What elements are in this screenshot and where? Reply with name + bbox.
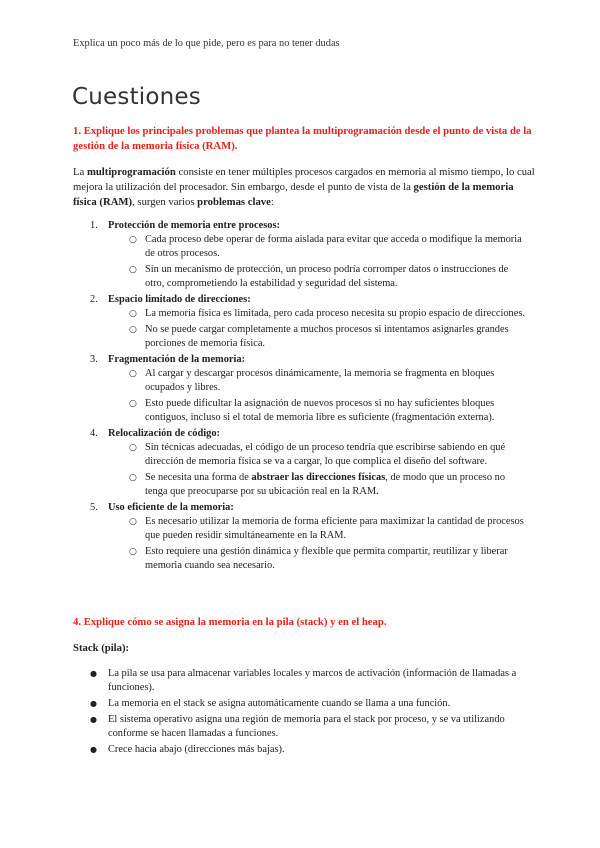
issue-point-text: Se necesita una forma de xyxy=(145,471,252,483)
issue-number: 5. xyxy=(90,501,98,513)
issue-point: ○ No se puede cargar completamente a muchos procesos si intentamos asignarles grandes porciones de memoria física. xyxy=(108,323,525,351)
issue-points xyxy=(108,367,525,425)
issue-title: Protección de memoria entre procesos: xyxy=(108,220,280,231)
issue-points xyxy=(108,307,525,351)
issue-item xyxy=(73,219,525,292)
issue-item xyxy=(73,353,525,426)
issue-points xyxy=(108,515,525,573)
intro-paragraph xyxy=(73,165,535,210)
issue-point: ○ Esto puede dificultar la asignación de nuevos procesos si no hay suficientes bloques contiguos, incluso si el total de memoria libre es suficiente (fragmentación externa). xyxy=(108,397,525,425)
issue-points xyxy=(108,441,525,499)
question-4-heading: 4. Explique cómo se asigna la memoria en la pila (stack) y en el heap. xyxy=(73,616,387,628)
issue-number: 3. xyxy=(90,353,98,365)
intro-bold-2: gestión de la memoria física (RAM) xyxy=(73,181,514,208)
issue-point: ○ Cada proceso debe operar de forma aislada para evitar que acceda o modifique la memoria de otros procesos. xyxy=(108,233,525,261)
stack-points-list xyxy=(73,667,525,758)
issue-item xyxy=(73,427,525,500)
issue-points xyxy=(108,233,525,291)
issue-title: Relocalización de código: xyxy=(108,427,220,439)
intro-text-3: , surgen varios xyxy=(132,196,198,208)
page-title: Cuestiones xyxy=(72,84,201,110)
issue-point: ○ La memoria física es limitada, pero cada proceso necesita su propio espacio de direcciones. xyxy=(108,307,525,321)
issue-item xyxy=(73,501,525,574)
stack-point: ● La memoria en el stack se asigna automáticamente cuando se llama a una función. xyxy=(73,697,525,711)
issue-number: 1. xyxy=(90,220,98,231)
intro-text-1: La xyxy=(73,166,87,178)
issue-title: Uso eficiente de la memoria: xyxy=(108,501,234,513)
stack-point: ● La pila se usa para almacenar variables locales y marcos de activación (información de llamadas a funciones). xyxy=(73,667,525,695)
issue-number: 2. xyxy=(90,294,98,306)
intro-text-2: consiste en tener múltiples procesos cargados en memoria al mismo tiempo, lo cual mejora la utilización del procesador. Sin embargo, desde el punto de vista de la xyxy=(73,166,535,193)
issue-point-rich xyxy=(108,471,525,499)
issue-title: Espacio limitado de direcciones: xyxy=(108,294,251,306)
issue-item xyxy=(73,293,525,351)
issue-point: ○ Sin un mecanismo de protección, un proceso podría corromper datos o instrucciones de otro, comprometiendo la estabilidad y seguridad del sistema. xyxy=(108,263,525,291)
issue-title: Fragmentación de la memoria: xyxy=(108,353,246,365)
header-note: Explica un poco más de lo que pide, pero es para no tener dudas xyxy=(73,38,340,49)
question-1-heading: 1. Explique los principales problemas que plantea la multiprogramación desde el punto de vista de la gestión de la memoria física (RAM). xyxy=(73,125,532,152)
issue-number: 4. xyxy=(90,427,98,439)
issue-point-bold: abstraer las direcciones físicas xyxy=(251,471,386,483)
issue-point: ○ Al cargar y descargar procesos dinámicamente, la memoria se fragmenta en bloques ocupados y libres. xyxy=(108,367,525,395)
stack-point: ● El sistema operativo asigna una región de memoria para el stack por proceso, y se va utilizando conforme se hacen llamadas a funciones. xyxy=(73,713,525,741)
intro-bold-1: multiprogramación xyxy=(86,166,176,178)
stack-point: ● Crece hacia abajo (direcciones más bajas). xyxy=(73,743,525,757)
issues-list xyxy=(73,219,525,575)
intro-bold-3: problemas clave xyxy=(197,196,271,208)
issue-point-text: , de modo que un proceso no tenga que preocuparse por su ubicación real en la RAM. xyxy=(145,471,506,498)
issue-point: ○ Sin técnicas adecuadas, el código de un proceso tendría que escribirse sabiendo en qué dirección de memoria física se va a cargar, lo que complica el diseño del software. xyxy=(108,441,525,469)
issue-point: ○ Es necesario utilizar la memoria de forma eficiente para maximizar la cantidad de procesos que pueden residir simultáneamente en la RAM. xyxy=(108,515,525,543)
intro-text-4: : xyxy=(270,196,274,208)
issue-point: ○ Esto requiere una gestión dinámica y flexible que permita compartir, reutilizar y liberar memoria cuando sea necesario. xyxy=(108,545,525,573)
stack-heading: Stack (pila): xyxy=(73,642,130,654)
